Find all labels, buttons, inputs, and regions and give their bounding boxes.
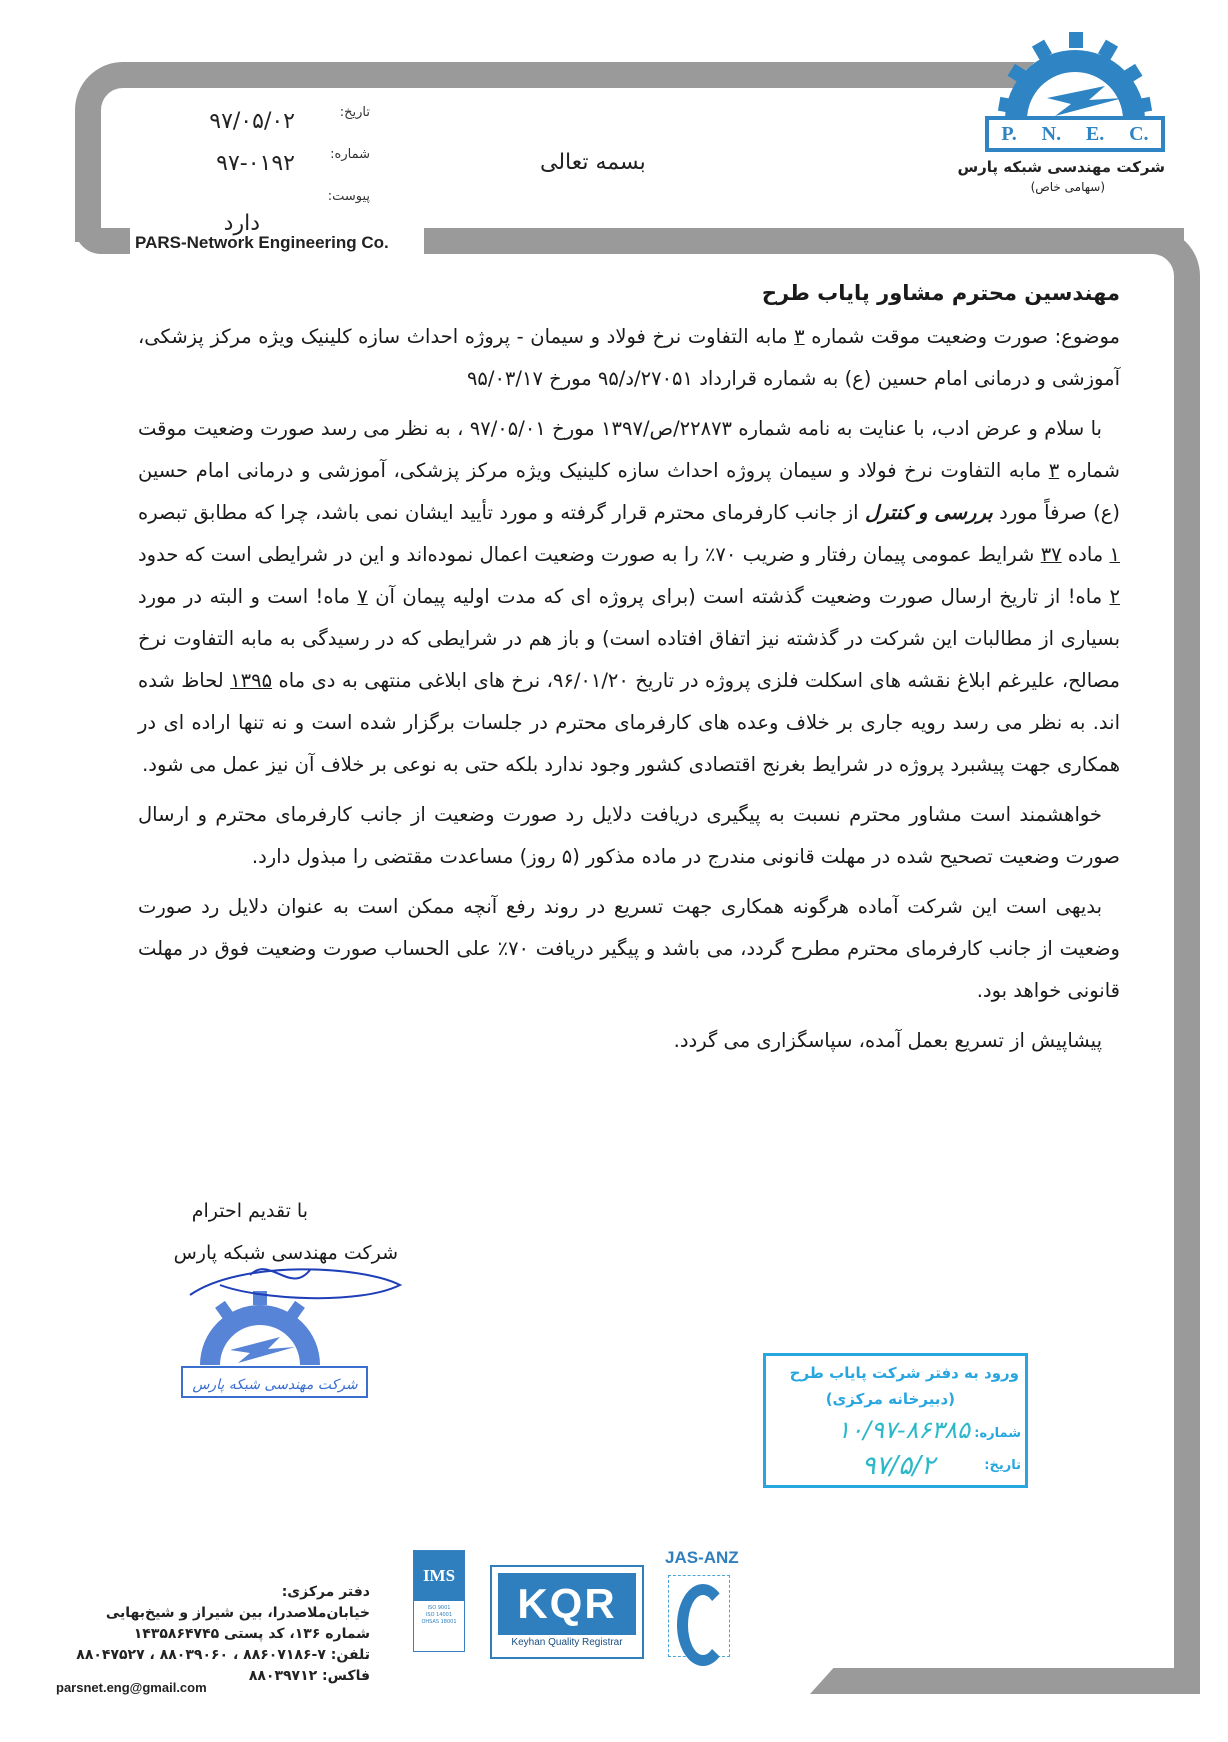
text: مابه التفاوت نرخ فولاد و سیمان پروژه احداث سازه کلینیک ویژه مرکز پزشکی، آموزشی و درمانی امام حسین (ع) صرفاً مورد bbox=[138, 459, 1120, 524]
stamp-number-label: شماره: bbox=[974, 1426, 1021, 1441]
address-line-1: خیابان‌ملاصدرا، بین شیراز و شیخ‌بهایی bbox=[105, 1605, 370, 1621]
meta-attachment bbox=[140, 189, 370, 236]
meta-date bbox=[140, 105, 370, 147]
underlined-number: ۱۳۹۵ bbox=[230, 669, 273, 692]
letter-body bbox=[138, 272, 1120, 1070]
ims-certificate-logo bbox=[413, 1550, 465, 1652]
text: ماه! است و البته در مورد بسیاری از مطالبات این شرکت در گذشته نیز اتفاق افتاده است) و باز هم در شرایطی که در رسیدگی به مابه التفاوت نرخ مصالح، علیرغم ابلاغ نقشه های اسکلت فلزی پروژه در تاریخ ۹۶/۰۱/۲۰، نرخ های ابلاغی منتهی به دی ماه bbox=[138, 585, 1120, 692]
jas-anz-label: JAS-ANZ bbox=[665, 1548, 739, 1567]
office-label: دفتر مرکزی: bbox=[281, 1584, 370, 1600]
bismillah-heading: بسمه تعالی bbox=[540, 150, 646, 175]
letterhead-frame-divider-left bbox=[75, 228, 130, 254]
jas-anz-logo bbox=[668, 1575, 730, 1657]
text: با سلام و عرض ادب، با عنایت به نامه شماره ۲۲۸۷۳/ص/۱۳۹۷ مورخ ۹۷/۰۵/۰۱ ، به نظر می رسد صورت وضعیت موقت شماره bbox=[138, 417, 1120, 482]
email-link[interactable]: parsnet.eng@gmail.com bbox=[56, 1680, 207, 1695]
kqr-certificate-logo bbox=[490, 1565, 644, 1659]
text: ماده bbox=[1061, 543, 1110, 566]
company-type: (سهامی خاص) bbox=[1030, 180, 1105, 194]
stamp-subtitle: (دبیرخانه مرکزی) bbox=[825, 1390, 955, 1408]
logo-letter: C. bbox=[1129, 122, 1149, 145]
meta-number bbox=[140, 147, 370, 189]
subject-rest: مابه التفاوت نرخ فولاد و سیمان - پروژه احداث سازه کلینیک ویژه مرکز پزشکی، آموزشی و درمانی امام حسین (ع) به شماره قرارداد ۲۷۰۵۱/د/۹۵ مورخ ۹۵/۰۳/۱۷ bbox=[138, 325, 1120, 390]
ims-standard: OHSAS 18001 bbox=[421, 1619, 457, 1625]
received-stamp bbox=[763, 1353, 1028, 1488]
letter-meta bbox=[140, 105, 370, 236]
logo-letters bbox=[985, 116, 1165, 152]
underlined-number: ۱ bbox=[1109, 543, 1120, 566]
meta-number-label: شماره: bbox=[330, 147, 370, 162]
letterhead-frame-right bbox=[1110, 228, 1200, 1693]
subject-number: ۳ bbox=[794, 325, 805, 348]
logo-letter: P. bbox=[1001, 122, 1017, 145]
ims-label: IMS bbox=[414, 1551, 464, 1601]
stamp-number: ۱۰/۹۷-۸۶۳۸۵ bbox=[837, 1416, 970, 1444]
underlined-number: ۷ bbox=[357, 585, 368, 608]
letter-paragraph-1 bbox=[138, 408, 1120, 786]
text: شرایط عمومی پیمان رفتار و ضریب ۷۰٪ را به صورت وضعیت اعمال نموده‌اند و این در شرایطی است که حدود bbox=[138, 543, 1041, 566]
meta-date-value: ۹۷/۰۵/۰۲ bbox=[209, 109, 295, 134]
subject-prefix: موضوع: صورت وضعیت موقت شماره bbox=[804, 325, 1120, 348]
closing-company: شرکت مهندسی شبکه پارس bbox=[173, 1242, 398, 1264]
ims-standard: ISO 9001 bbox=[427, 1605, 451, 1611]
letter-paragraph-2: خواهشمند است مشاور محترم نسبت به پیگیری دریافت دلایل رد صورت وضعیت از جانب کارفرمای محترم و ارسال صورت وضعیت تصحیح شده در مهلت قانونی مندرج در ماده مذکور (۵ روز) مساعدت مقتضی را مبذول دارد. bbox=[138, 803, 1120, 868]
letter-salutation: مهندسین محترم مشاور پایاب طرح bbox=[761, 281, 1120, 305]
meta-attachment-label: پیوست: bbox=[327, 189, 370, 204]
underlined-number: ۳۷ bbox=[1040, 543, 1062, 566]
meta-date-label: تاریخ: bbox=[339, 105, 370, 120]
logo-letter: E. bbox=[1085, 122, 1105, 145]
company-name-persian: شرکت مهندسی شبکه پارس bbox=[957, 158, 1165, 176]
meta-number-value: ۹۷-۰۱۹۲ bbox=[216, 151, 295, 176]
gear-lightning-icon bbox=[985, 28, 1165, 123]
underlined-number: ۳ bbox=[1048, 459, 1060, 482]
fax-number: فاکس: ۸۸۰۳۹۷۱۲ bbox=[248, 1668, 370, 1684]
letter-paragraph-3: بدیهی است این شرکت آماده هرگونه همکاری جهت تسریع در روند رفع آنچه ممکن است به عنوان دلایل رد صورت وضعیت از جانب کارفرمای محترم مطرح گردد، می باشد و پیگیر دریافت ۷۰٪ علی الحساب صورت وضعیت فوق در مهلت قانونی خواهد بود. bbox=[138, 895, 1120, 1002]
ims-standard: ISO 14001 bbox=[425, 1612, 453, 1618]
stamp-date-label: تاریخ: bbox=[984, 1458, 1021, 1473]
stamp-title: ورود به دفتر شرکت پایاب طرح bbox=[789, 1364, 1019, 1382]
closing-regards: با تقدیم احترام bbox=[191, 1200, 308, 1222]
emphasis-text: بررسی و کنترل bbox=[864, 501, 993, 524]
seal-text: شرکت مهندسی شبکه پارس bbox=[192, 1377, 358, 1393]
signature bbox=[190, 1269, 400, 1298]
underlined-number: ۲ bbox=[1109, 585, 1121, 608]
address-line-2: شماره ۱۳۶، کد پستی ۱۴۳۵۸۶۴۷۴۵ bbox=[133, 1626, 370, 1642]
ims-standards bbox=[414, 1601, 464, 1626]
company-logo bbox=[957, 28, 1175, 198]
stamp-date: ۹۷/۵/۲ bbox=[861, 1451, 935, 1481]
letter-paragraph-4: پیشاپیش از تسریع بعمل آمده، سپاسگزاری می گردد. bbox=[673, 1029, 1102, 1052]
text: از جانب کارفرمای محترم قرار گرفته و مورد تأیید ایشان نمی باشد، چرا که مطابق تبصره bbox=[138, 501, 865, 524]
letterhead-frame-bottom bbox=[810, 1668, 1200, 1694]
company-name-english: PARS-Network Engineering Co. bbox=[135, 233, 389, 252]
meta-attachment-value: دارد bbox=[223, 211, 260, 236]
text: لحاظ شده اند. به نظر می رسد رویه جاری بر خلاف وعده های کارفرمای محترم در جلسات برگزار شده است و نه تنها اراده ای در همکاری جهت پیشبرد پروژه در شرایط بغرنج اقتصادی کشور وجود ندارد بلکه حتی به نوعی بر خلاف آن نیز عمل می شود. bbox=[138, 669, 1120, 776]
kqr-text: Keyhan Quality Registrar bbox=[511, 1637, 623, 1648]
jas-anz-c-icon bbox=[677, 1584, 729, 1666]
letterhead-frame-divider bbox=[424, 228, 1184, 254]
footer-address bbox=[40, 1582, 370, 1687]
logo-letter: N. bbox=[1041, 122, 1062, 145]
phone-numbers: تلفن: ۷-۸۸۶۰۷۱۸۶ ، ۸۸۰۳۹۰۶۰ ، ۸۸۰۴۷۵۲۷ bbox=[76, 1647, 370, 1663]
company-seal-stamp bbox=[160, 1255, 420, 1405]
letter-subject bbox=[138, 316, 1120, 400]
kqr-label: KQR bbox=[498, 1573, 636, 1635]
text: ماه! از تاریخ ارسال صورت وضعیت گذشته است (برای پروژه ای که مدت اولیه پیمان آن bbox=[367, 585, 1110, 608]
